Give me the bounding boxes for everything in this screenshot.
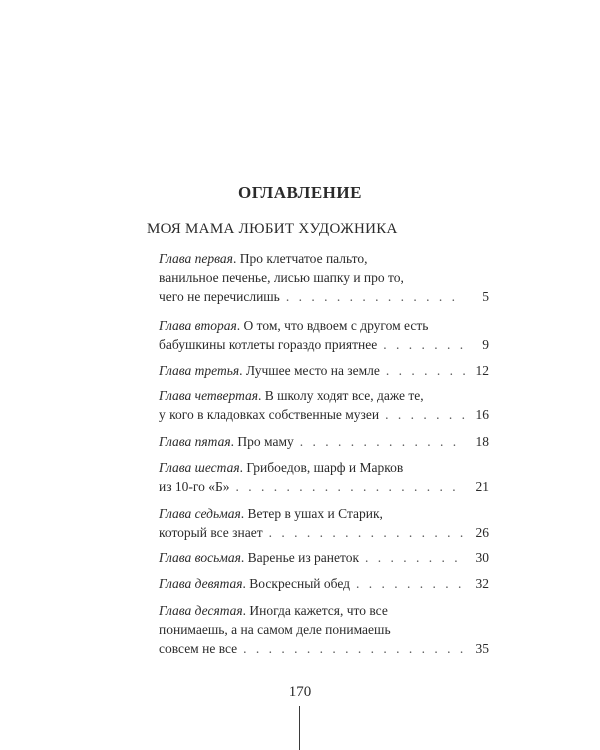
toc-entry-text (159, 574, 350, 593)
toc-entry (159, 386, 489, 424)
label-separator: . (240, 506, 248, 521)
toc-entry-line (159, 432, 489, 451)
chapter-title-text: Иногда кажется, что все (249, 603, 388, 618)
chapter-label: Глава десятая (159, 603, 243, 618)
toc-entry-line (159, 335, 489, 354)
chapter-title-text: Лучшее место на земле (245, 363, 380, 378)
toc-entry-text (159, 361, 380, 380)
toc-entry (159, 361, 489, 380)
toc-entry-text (159, 335, 377, 354)
label-separator: . (242, 603, 250, 618)
toc-page-number: 12 (475, 363, 489, 378)
toc-entry-text (159, 504, 383, 523)
chapter-title-text: у кого в кладовках собственные музеи (159, 407, 380, 422)
label-separator: . (239, 460, 247, 475)
chapter-title-text: Про клетчатое пальто, (239, 251, 368, 266)
toc-entry-line (159, 268, 489, 287)
toc-entry-line (159, 523, 489, 542)
toc-entry-text (159, 316, 428, 335)
dot-leader (300, 432, 465, 451)
chapter-label: Глава четвертая (159, 388, 259, 403)
part-title: МОЯ МАМА ЛЮБИТ ХУДОЖНИКА (147, 221, 398, 237)
chapter-label: Глава третья (159, 363, 240, 378)
chapter-title-text: Ветер в ушах и Старик, (247, 506, 383, 521)
dot-leader (269, 523, 465, 542)
chapter-title-text: О том, что вдвоем с другом есть (243, 318, 429, 333)
chapter-title-text: чего не перечислишь (159, 289, 280, 304)
dot-leader (236, 477, 465, 496)
chapter-label: Глава шестая (159, 460, 240, 475)
chapter-title-text: Грибоедов, шарф и Марков (246, 460, 404, 475)
dot-leader (286, 287, 465, 306)
chapter-label: Глава вторая (159, 318, 237, 333)
toc-entry-line (159, 548, 489, 567)
label-separator: . (236, 318, 244, 333)
chapter-title-text: В школу ходят все, даже те, (264, 388, 424, 403)
chapter-label: Глава пятая (159, 434, 231, 449)
chapter-title-text: понимаешь, а на самом деле понимаешь (159, 622, 391, 637)
chapter-title-text: Варенье из ранеток (247, 550, 360, 565)
toc-page-number: 18 (475, 434, 489, 449)
dot-leader (365, 548, 465, 567)
toc-entry-text (159, 458, 403, 477)
toc-page-number: 5 (482, 289, 489, 304)
toc-entry (159, 432, 489, 451)
toc-entry (159, 316, 489, 354)
toc-entry-line (159, 405, 489, 424)
toc-entry-text (159, 386, 424, 405)
chapter-title-text: из 10-го «Б» (159, 479, 230, 494)
toc-page-number: 16 (475, 407, 489, 422)
toc-page-number: 35 (475, 641, 489, 656)
dot-leader (385, 405, 465, 424)
chapter-title-text: совсем не все (159, 641, 238, 656)
toc-entry (159, 601, 489, 658)
toc-entry-text (159, 523, 263, 542)
toc-entry-text (159, 601, 388, 620)
dot-leader (356, 574, 465, 593)
chapter-label: Глава восьмая (159, 550, 241, 565)
label-separator: . (232, 251, 240, 266)
toc-entry (159, 574, 489, 593)
toc-page-number: 21 (475, 479, 489, 494)
toc-entry-text (159, 620, 391, 639)
toc-entry-text (159, 249, 368, 268)
toc-entry-line (159, 574, 489, 593)
toc-page-number: 26 (475, 525, 489, 540)
folio-line (299, 706, 300, 750)
label-separator: . (239, 363, 246, 378)
label-separator: . (258, 388, 265, 403)
label-separator: . (230, 434, 238, 449)
toc-entry-text (159, 432, 294, 451)
page-number: 170 (288, 684, 312, 700)
toc-entry-line (159, 620, 489, 639)
chapter-label: Глава седьмая (159, 506, 241, 521)
toc-entry (159, 458, 489, 496)
toc-entry-line (159, 504, 489, 523)
dot-leader (383, 335, 465, 354)
toc-entry-line (159, 601, 489, 620)
toc-entry-line (159, 639, 489, 658)
label-separator: . (242, 576, 250, 591)
toc-entry-text (159, 477, 230, 496)
toc-entry (159, 504, 489, 542)
toc-entry-line (159, 477, 489, 496)
chapter-label: Глава первая (159, 251, 233, 266)
toc-entry (159, 249, 489, 306)
toc-entry-line (159, 361, 489, 380)
chapter-title-text: бабушкины котлеты гораздо приятнее (159, 337, 378, 352)
toc-entry-line (159, 287, 489, 306)
toc-entry-text (159, 287, 280, 306)
toc-entry-line (159, 458, 489, 477)
chapter-title-text: ванильное печенье, лисью шапку и про то, (159, 270, 404, 285)
toc-entry-text (159, 548, 359, 567)
dot-leader (243, 639, 465, 658)
toc-entry-text (159, 268, 404, 287)
chapter-title-text: который все знает (159, 525, 263, 540)
dot-leader (386, 361, 465, 380)
toc-page-number: 32 (475, 576, 489, 591)
toc-page-number: 9 (482, 337, 489, 352)
chapter-title-text: Воскресный обед (249, 576, 351, 591)
toc-entry-line (159, 249, 489, 268)
toc-title: ОГЛАВЛЕНИЕ (238, 183, 362, 202)
toc-page-number: 30 (475, 550, 489, 565)
toc-entry-line (159, 386, 489, 405)
toc-entry-line (159, 316, 489, 335)
label-separator: . (240, 550, 248, 565)
chapter-label: Глава девятая (159, 576, 243, 591)
toc-entry-text (159, 405, 379, 424)
toc-entry (159, 548, 489, 567)
chapter-title-text: Про маму (237, 434, 294, 449)
toc-entry-text (159, 639, 237, 658)
